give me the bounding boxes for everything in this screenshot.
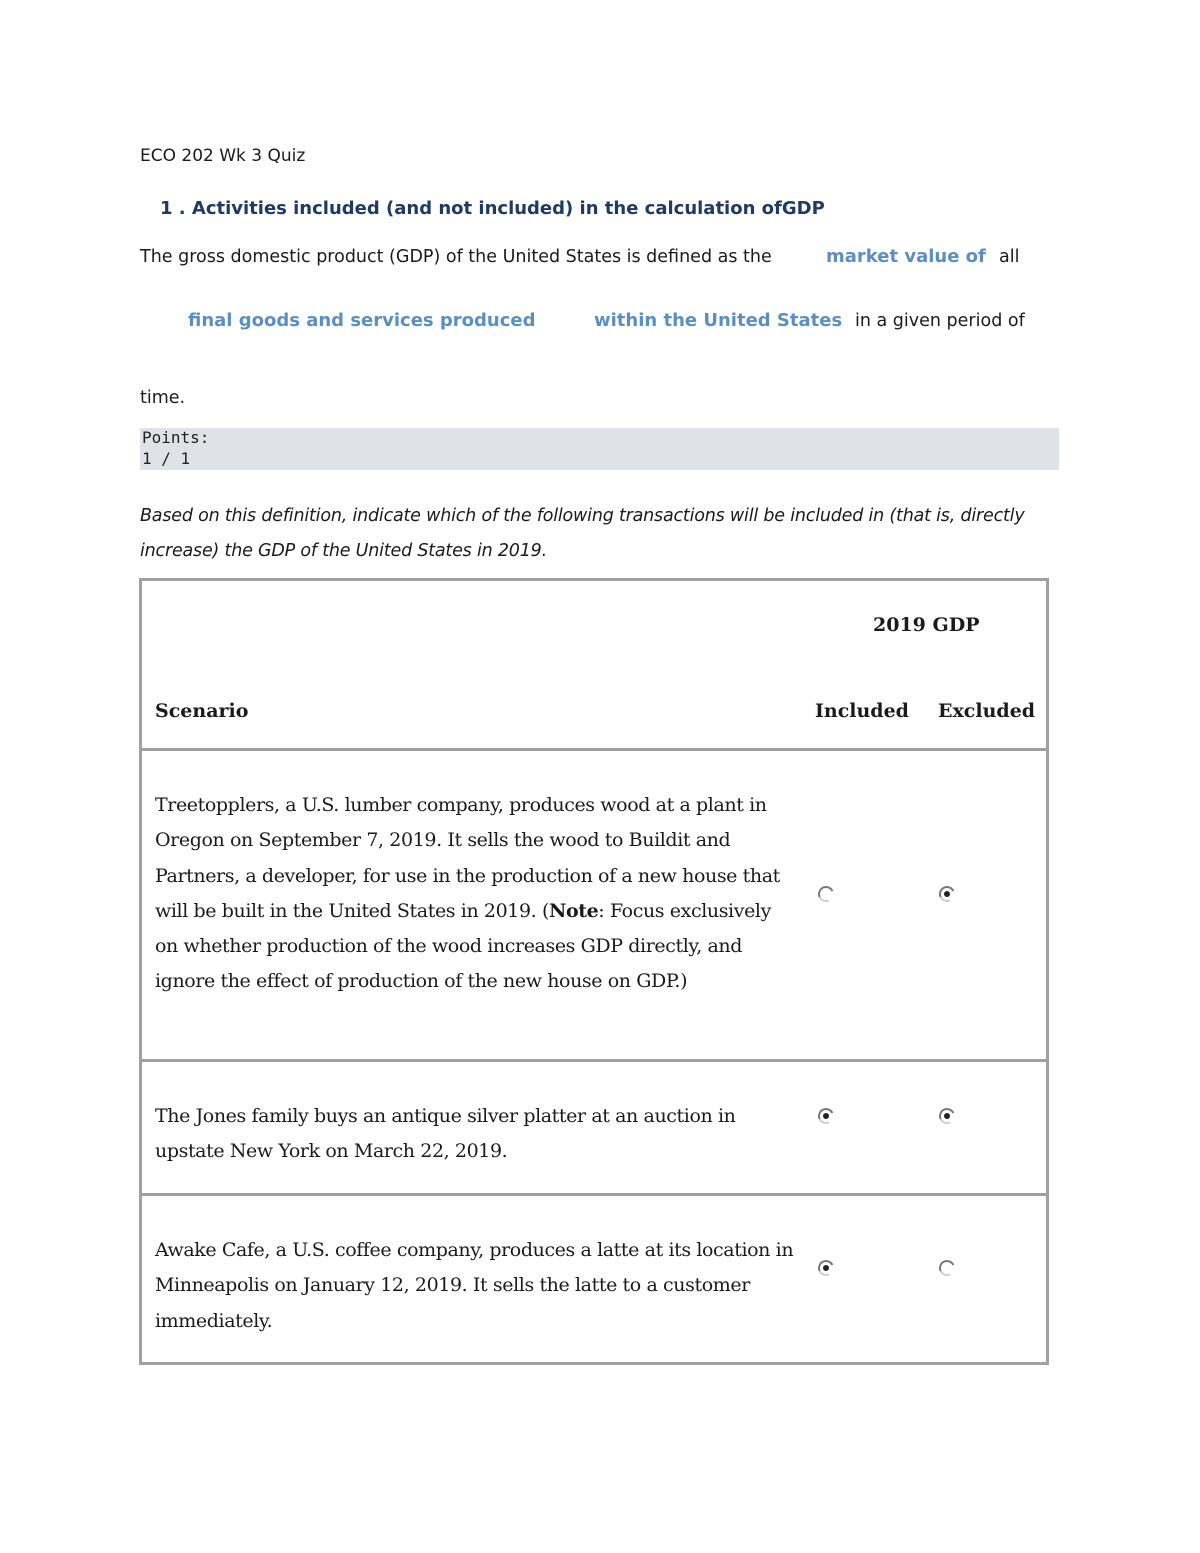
blank-within-us: within the United States — [594, 310, 843, 331]
definition-text-1: The gross domestic product (GDP) of the United States is defined as the — [140, 247, 772, 267]
blank-final-goods: final goods and services produced — [188, 310, 536, 331]
row-divider — [142, 1193, 1046, 1196]
gdp-table — [139, 578, 1049, 1365]
radio-row1-included[interactable] — [818, 886, 834, 902]
radio-row1-excluded[interactable] — [939, 886, 955, 902]
definition-text-4: time. — [140, 388, 186, 408]
definition-text-2: all — [999, 247, 1020, 267]
radio-row2-excluded[interactable] — [939, 1108, 955, 1124]
points-box — [140, 428, 1059, 470]
group-header: 2019 GDP — [873, 614, 980, 636]
radio-row3-excluded[interactable] — [939, 1260, 955, 1276]
question-heading: 1 . Activities included (and not included) in the calculation ofGDP — [160, 198, 825, 219]
col-header-scenario: Scenario — [155, 700, 249, 722]
scenario-text-awake-cafe: Awake Cafe, a U.S. coffee company, produces a latte at its location in Minneapolis on January 12, 2019. It sells the latte to a customer immediately. — [155, 1239, 794, 1332]
points-label: Points: — [142, 428, 210, 447]
radio-row2-included[interactable] — [818, 1108, 834, 1124]
row-divider — [142, 748, 1046, 751]
definition-text-3: in a given period of — [855, 311, 1025, 331]
instruction-text: Based on this definition, indicate which of the following transactions will be included in (that is, directly increase) the GDP of the United States in 2019. — [140, 506, 1025, 561]
radio-row3-included[interactable] — [818, 1260, 834, 1276]
col-header-included: Included — [815, 700, 909, 722]
blank-market-value: market value of — [826, 246, 986, 267]
points-value: 1 / 1 — [142, 449, 191, 468]
doc-title: ECO 202 Wk 3 Quiz — [140, 146, 306, 166]
col-header-excluded: Excluded — [938, 700, 1036, 722]
scenario-text-jones: The Jones family buys an antique silver platter at an auction in upstate New York on March 22, 2019. — [155, 1105, 736, 1163]
row-divider — [142, 1059, 1046, 1062]
scenario-text-treetopplers: Treetopplers, a U.S. lumber company, produces wood at a plant in Oregon on September 7, 2019. It sells the wood to Buildit and Partners, a developer, for use in the production of a new house that will be built in the United States in 2019. (Note: Focus exclusively on whether production of the wood increases GDP directly, and ignore the effect of production of the new house on GDP.) — [155, 794, 780, 993]
